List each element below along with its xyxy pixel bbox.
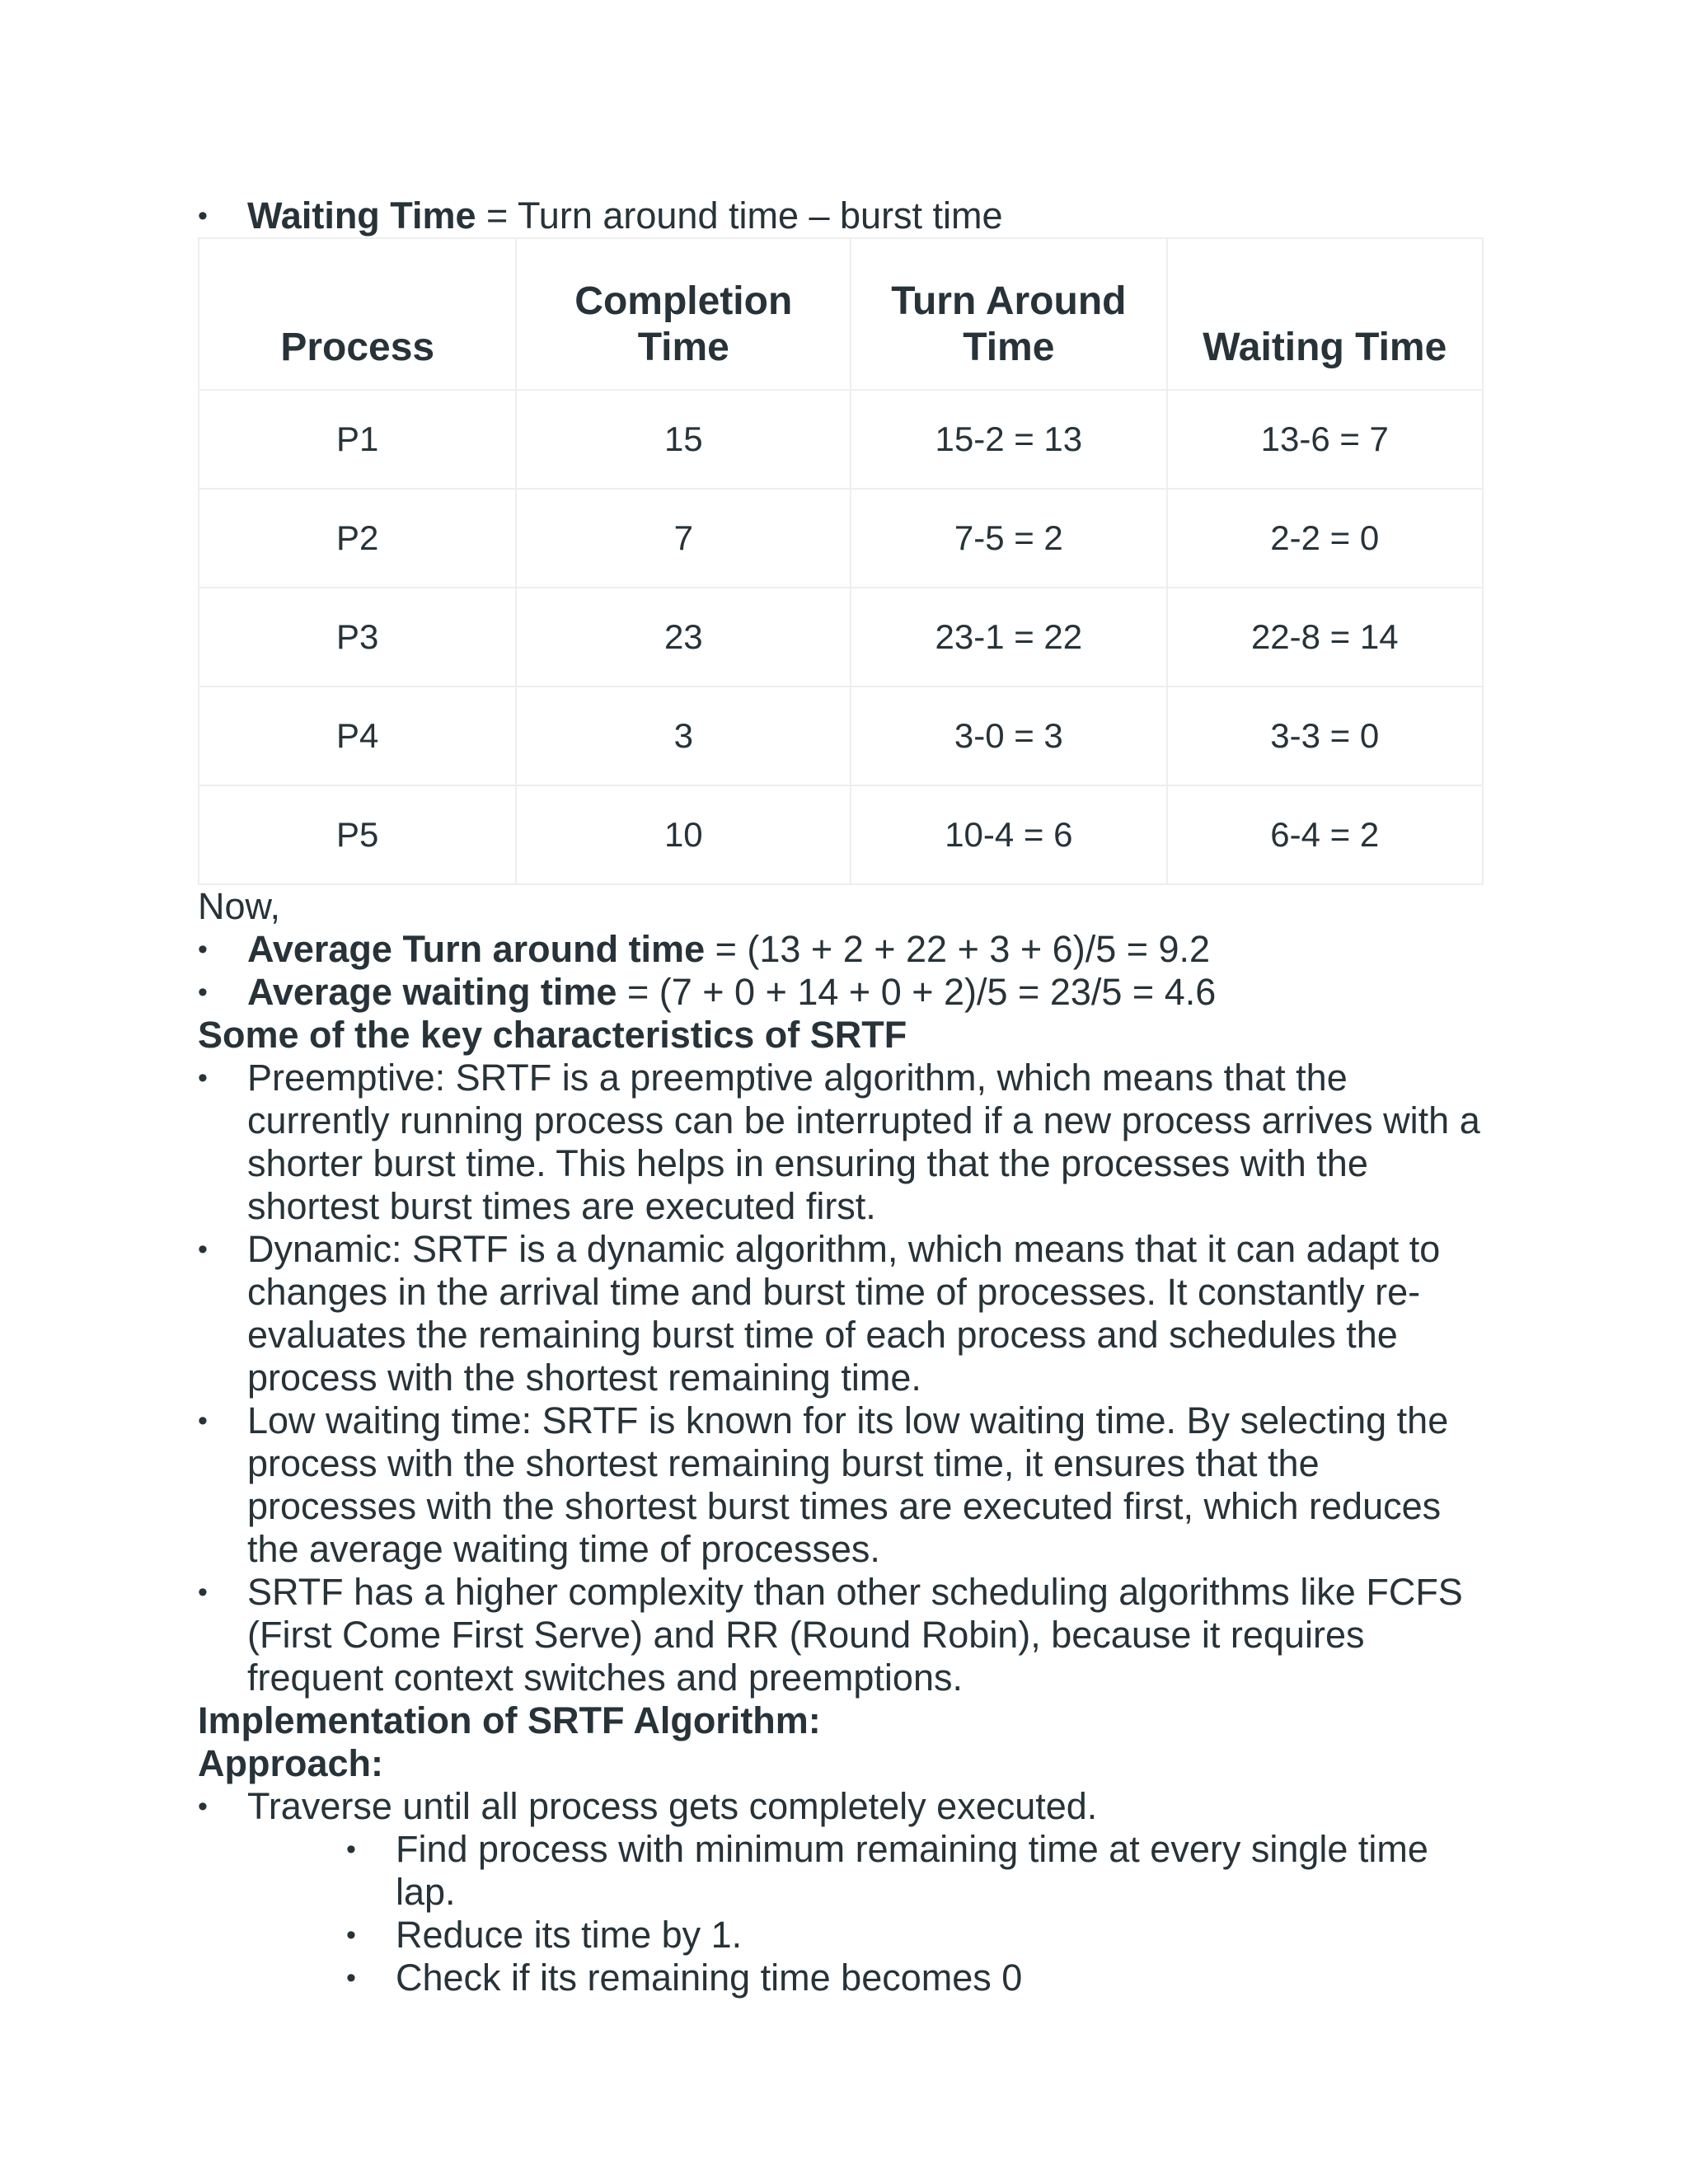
cell-process: P3 xyxy=(199,588,516,687)
implementation-heading: Implementation of SRTF Algorithm: xyxy=(198,1699,821,1741)
cell-process: P1 xyxy=(199,390,516,489)
cell-turn-around-time: 15-2 = 13 xyxy=(851,390,1166,489)
cell-completion-time: 10 xyxy=(516,785,851,884)
average-turn-around-formula: = (13 + 2 + 22 + 3 + 6)/5 = 9.2 xyxy=(705,928,1211,970)
characteristics-list xyxy=(198,1057,1484,1699)
table-row xyxy=(199,588,1483,687)
list-item: • SRTF has a higher complexity than other scheduling algorithms like FCFS (First Come First Serve) and RR (Round Robin), because it requires frequent context switches and preemptions. xyxy=(198,1571,1484,1699)
approach-steps-list xyxy=(198,1828,1484,1999)
average-turn-around-item xyxy=(198,928,1484,971)
cell-completion-time: 3 xyxy=(516,687,851,785)
table-row xyxy=(199,489,1483,588)
now-label: Now, xyxy=(198,885,281,927)
average-waiting-item xyxy=(198,971,1484,1014)
cell-completion-time: 7 xyxy=(516,489,851,588)
approach-heading: Approach: xyxy=(198,1742,383,1784)
list-item: • Low waiting time: SRTF is known for its low waiting time. By selecting the process with the shortest remaining burst time, it ensures that the processes with the shortest burst times are executed first, which reduces the average waiting time of processes. xyxy=(198,1399,1484,1571)
cell-turn-around-time: 3-0 = 3 xyxy=(851,687,1166,785)
waiting-time-term: Waiting Time xyxy=(247,194,476,237)
cell-completion-time: 23 xyxy=(516,588,851,687)
process-times-table xyxy=(198,237,1484,885)
list-item: • Check if its remaining time becomes 0 xyxy=(346,1957,1484,1999)
list-item: • Preemptive: SRTF is a preemptive algorithm, which means that the currently running process can be interrupted if a new process arrives with a shorter burst time. This helps in ensuring that the processes with the shortest burst times are executed first. xyxy=(198,1057,1484,1228)
cell-waiting-time: 2-2 = 0 xyxy=(1167,489,1483,588)
cell-process: P5 xyxy=(199,785,516,884)
table-header-row xyxy=(199,238,1483,390)
cell-waiting-time: 22-8 = 14 xyxy=(1167,588,1483,687)
header-process: Process xyxy=(199,238,516,390)
waiting-time-definition xyxy=(198,194,1484,237)
table-row xyxy=(199,785,1483,884)
cell-waiting-time: 13-6 = 7 xyxy=(1167,390,1483,489)
cell-turn-around-time: 23-1 = 22 xyxy=(851,588,1166,687)
list-item: • Find process with minimum remaining time at every single time lap. xyxy=(346,1828,1484,1914)
average-turn-around-term: Average Turn around time xyxy=(247,928,706,970)
table-row xyxy=(199,687,1483,785)
list-item: • Reduce its time by 1. xyxy=(346,1914,1484,1957)
approach-list xyxy=(198,1785,1484,1828)
cell-waiting-time: 3-3 = 0 xyxy=(1167,687,1483,785)
cell-turn-around-time: 10-4 = 6 xyxy=(851,785,1166,884)
table-row xyxy=(199,390,1483,489)
averages-list xyxy=(198,928,1484,1014)
header-waiting-time: Waiting Time xyxy=(1167,238,1483,390)
approach-main-item: • Traverse until all process gets completely executed. xyxy=(198,1785,1484,1828)
average-waiting-formula: = (7 + 0 + 14 + 0 + 2)/5 = 23/5 = 4.6 xyxy=(617,971,1217,1013)
waiting-time-formula: = Turn around time – burst time xyxy=(476,194,1003,237)
waiting-time-definition-list xyxy=(198,194,1484,237)
list-item: • Dynamic: SRTF is a dynamic algorithm, which means that it can adapt to changes in the arrival time and burst time of processes. It constantly re-evaluates the remaining burst time of each process and schedules the process with the shortest remaining time. xyxy=(198,1228,1484,1399)
cell-completion-time: 15 xyxy=(516,390,851,489)
characteristics-heading: Some of the key characteristics of SRTF xyxy=(198,1014,907,1056)
document-page xyxy=(198,194,1484,1999)
cell-waiting-time: 6-4 = 2 xyxy=(1167,785,1483,884)
cell-process: P4 xyxy=(199,687,516,785)
header-completion-time: Completion Time xyxy=(516,238,851,390)
header-turn-around-time: Turn Around Time xyxy=(851,238,1166,390)
average-waiting-term: Average waiting time xyxy=(247,971,617,1013)
cell-turn-around-time: 7-5 = 2 xyxy=(851,489,1166,588)
cell-process: P2 xyxy=(199,489,516,588)
